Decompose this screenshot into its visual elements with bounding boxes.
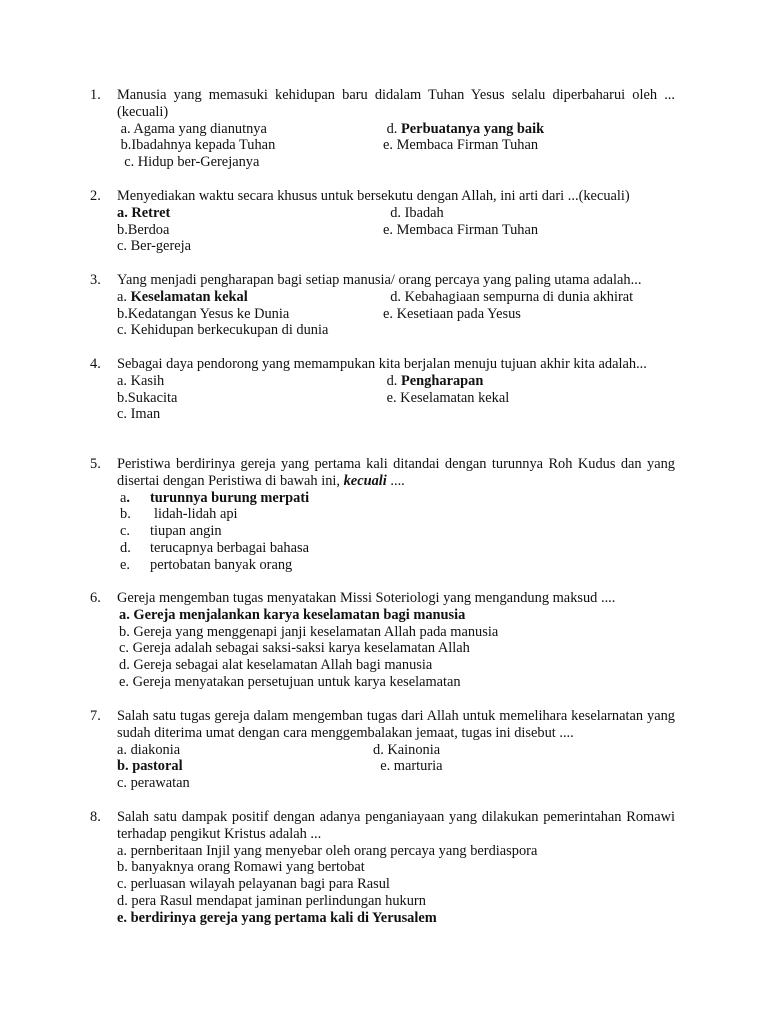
- option-d: d. Perbuatanya yang baik: [383, 120, 545, 137]
- option-e: e. pertobatan banyak orang: [120, 556, 293, 573]
- question-7: [90, 708, 675, 792]
- question-5: [90, 456, 675, 574]
- option-row: [117, 373, 675, 390]
- option-b: b. banyaknya orang Romawi yang bertobat: [117, 859, 365, 876]
- option-row: [117, 238, 675, 255]
- option-a: a. diakonia: [117, 741, 181, 758]
- option-d: d. Kebahagiaan sempurna di dunia akhirat: [383, 288, 634, 305]
- question-stem: Salah satu dampak positif dengan adanya penganiayaan yang dilakukan pemerintahan Romawi terhadap pengikut Kristus adalah ...: [117, 809, 675, 842]
- option-c: c. Iman: [117, 406, 161, 423]
- option-e: e. berdirinya gereja yang pertama kali di Yerusalem: [117, 909, 437, 926]
- option-row: [117, 390, 675, 407]
- question-6: [90, 590, 675, 691]
- option-a: a. Kasih: [117, 372, 165, 389]
- option-row: [117, 406, 675, 423]
- option-row: [117, 758, 675, 775]
- question-stem: Yang menjadi pengharapan bagi setiap manusia/ orang percaya yang paling utama adalah...: [117, 272, 642, 288]
- question-stem: Gereja mengemban tugas menyatakan Missi Soteriologi yang mengandung maksud ....: [117, 590, 616, 606]
- question-3: [90, 272, 675, 339]
- option-c: c. Kehidupan berkecukupan di dunia: [117, 322, 329, 339]
- option-c: c. Ber-gereja: [117, 238, 192, 255]
- kecuali-emphasis: kecuali: [343, 472, 387, 489]
- option-e: e. Membaca Firman Tuhan: [383, 221, 539, 238]
- option-row: [117, 222, 675, 239]
- question-number: 6.: [90, 590, 101, 606]
- option-row: [117, 306, 675, 323]
- option-d: d. Gereja sebagai alat keselamatan Allah bagi manusia: [119, 657, 433, 674]
- options: [117, 742, 675, 792]
- option-e: e. Gereja menyatakan persetujuan untuk karya keselamatan: [119, 673, 461, 690]
- option-a: a. Retret: [117, 204, 171, 221]
- option-b: b.Ibadahnya kepada Tuhan: [117, 137, 276, 154]
- option-b: b.Berdoa: [117, 221, 170, 238]
- option-row: [117, 289, 675, 306]
- option-d: d. Kainonia: [373, 741, 441, 758]
- question-1: [90, 87, 675, 171]
- option-c: c. perluasan wilayah pelayanan bagi para Rasul: [117, 876, 390, 893]
- option-c: c. Gereja adalah sebagai saksi-saksi karya keselamatan Allah: [119, 640, 470, 657]
- question-number: 7.: [90, 708, 101, 724]
- question-stem: Manusia yang memasuki kehidupan baru didalam Tuhan Yesus selalu diperbaharui oleh ... (kecuali): [117, 87, 675, 120]
- option-b: b.Kedatangan Yesus ke Dunia: [117, 305, 290, 322]
- options: [117, 373, 675, 423]
- option-row: [117, 154, 675, 171]
- option-e: e. marturia: [373, 758, 443, 775]
- options: [117, 205, 675, 255]
- option-e: e. Membaca Firman Tuhan: [383, 137, 539, 154]
- question-stem: Salah satu tugas gereja dalam mengemban tugas dari Allah untuk memelihara keselarnatan yang sudah diterima umat dengan cara menggembalakan jemaat, tugas ini disebut ....: [117, 708, 675, 741]
- question-number: 5.: [90, 456, 101, 472]
- option-c: c. Hidup ber-Gerejanya: [117, 154, 260, 171]
- question-number: 2.: [90, 188, 101, 204]
- option-row: [117, 742, 675, 759]
- options: [119, 607, 675, 691]
- option-a: a. Agama yang dianutnya: [117, 120, 267, 137]
- option-d: d. pera Rasul mendapat jaminan perlindungan hukurn: [117, 892, 426, 909]
- option-row: [117, 121, 675, 138]
- option-row: [117, 205, 675, 222]
- option-b: b. pastoral: [117, 758, 183, 775]
- options: [117, 843, 675, 927]
- question-stem: Menyediakan waktu secara khusus untuk bersekutu dengan Allah, ini arti dari ...(kecuali): [117, 188, 630, 204]
- option-row: [117, 775, 675, 792]
- question-2: [90, 188, 675, 255]
- options: [120, 490, 675, 574]
- option-e: e. Kesetiaan pada Yesus: [383, 305, 521, 322]
- question-number: 8.: [90, 809, 101, 825]
- option-a: a. pernberitaan Injil yang menyebar oleh orang percaya yang berdiaspora: [117, 842, 538, 859]
- question-stem: Peristiwa berdirinya gereja yang pertama kali ditandai dengan turunnya Roh Kudus dan yang disertai dengan Peristiwa di bawah ini, kecuali ....: [117, 456, 675, 489]
- question-4: [90, 356, 675, 423]
- question-number: 4.: [90, 356, 101, 372]
- option-b: b. lidah-lidah api: [120, 506, 238, 523]
- question-8: [90, 809, 675, 927]
- question-number: 1.: [90, 87, 101, 103]
- option-d: d. Ibadah: [383, 204, 444, 221]
- option-c: c. perawatan: [117, 775, 190, 792]
- option-row: [117, 322, 675, 339]
- option-a: a. Keselamatan kekal: [117, 288, 248, 305]
- option-b: b.Sukacita: [117, 389, 178, 406]
- option-row: [117, 137, 675, 154]
- options: [117, 121, 675, 171]
- option-b: b. Gereja yang menggenapi janji keselamatan Allah pada manusia: [119, 623, 499, 640]
- option-e: e. Keselamatan kekal: [383, 389, 510, 406]
- option-d: d. Pengharapan: [383, 372, 484, 389]
- option-a: a. Gereja menjalankan karya keselamatan bagi manusia: [119, 606, 466, 623]
- question-number: 3.: [90, 272, 101, 288]
- options: [117, 289, 675, 339]
- option-d: d. terucapnya berbagai bahasa: [120, 539, 310, 556]
- question-stem: Sebagai daya pendorong yang memampukan kita berjalan menuju tujuan akhir kita adalah...: [117, 356, 647, 372]
- option-c: c. tiupan angin: [120, 523, 222, 540]
- option-a: a. turunnya burung merpati: [120, 489, 310, 506]
